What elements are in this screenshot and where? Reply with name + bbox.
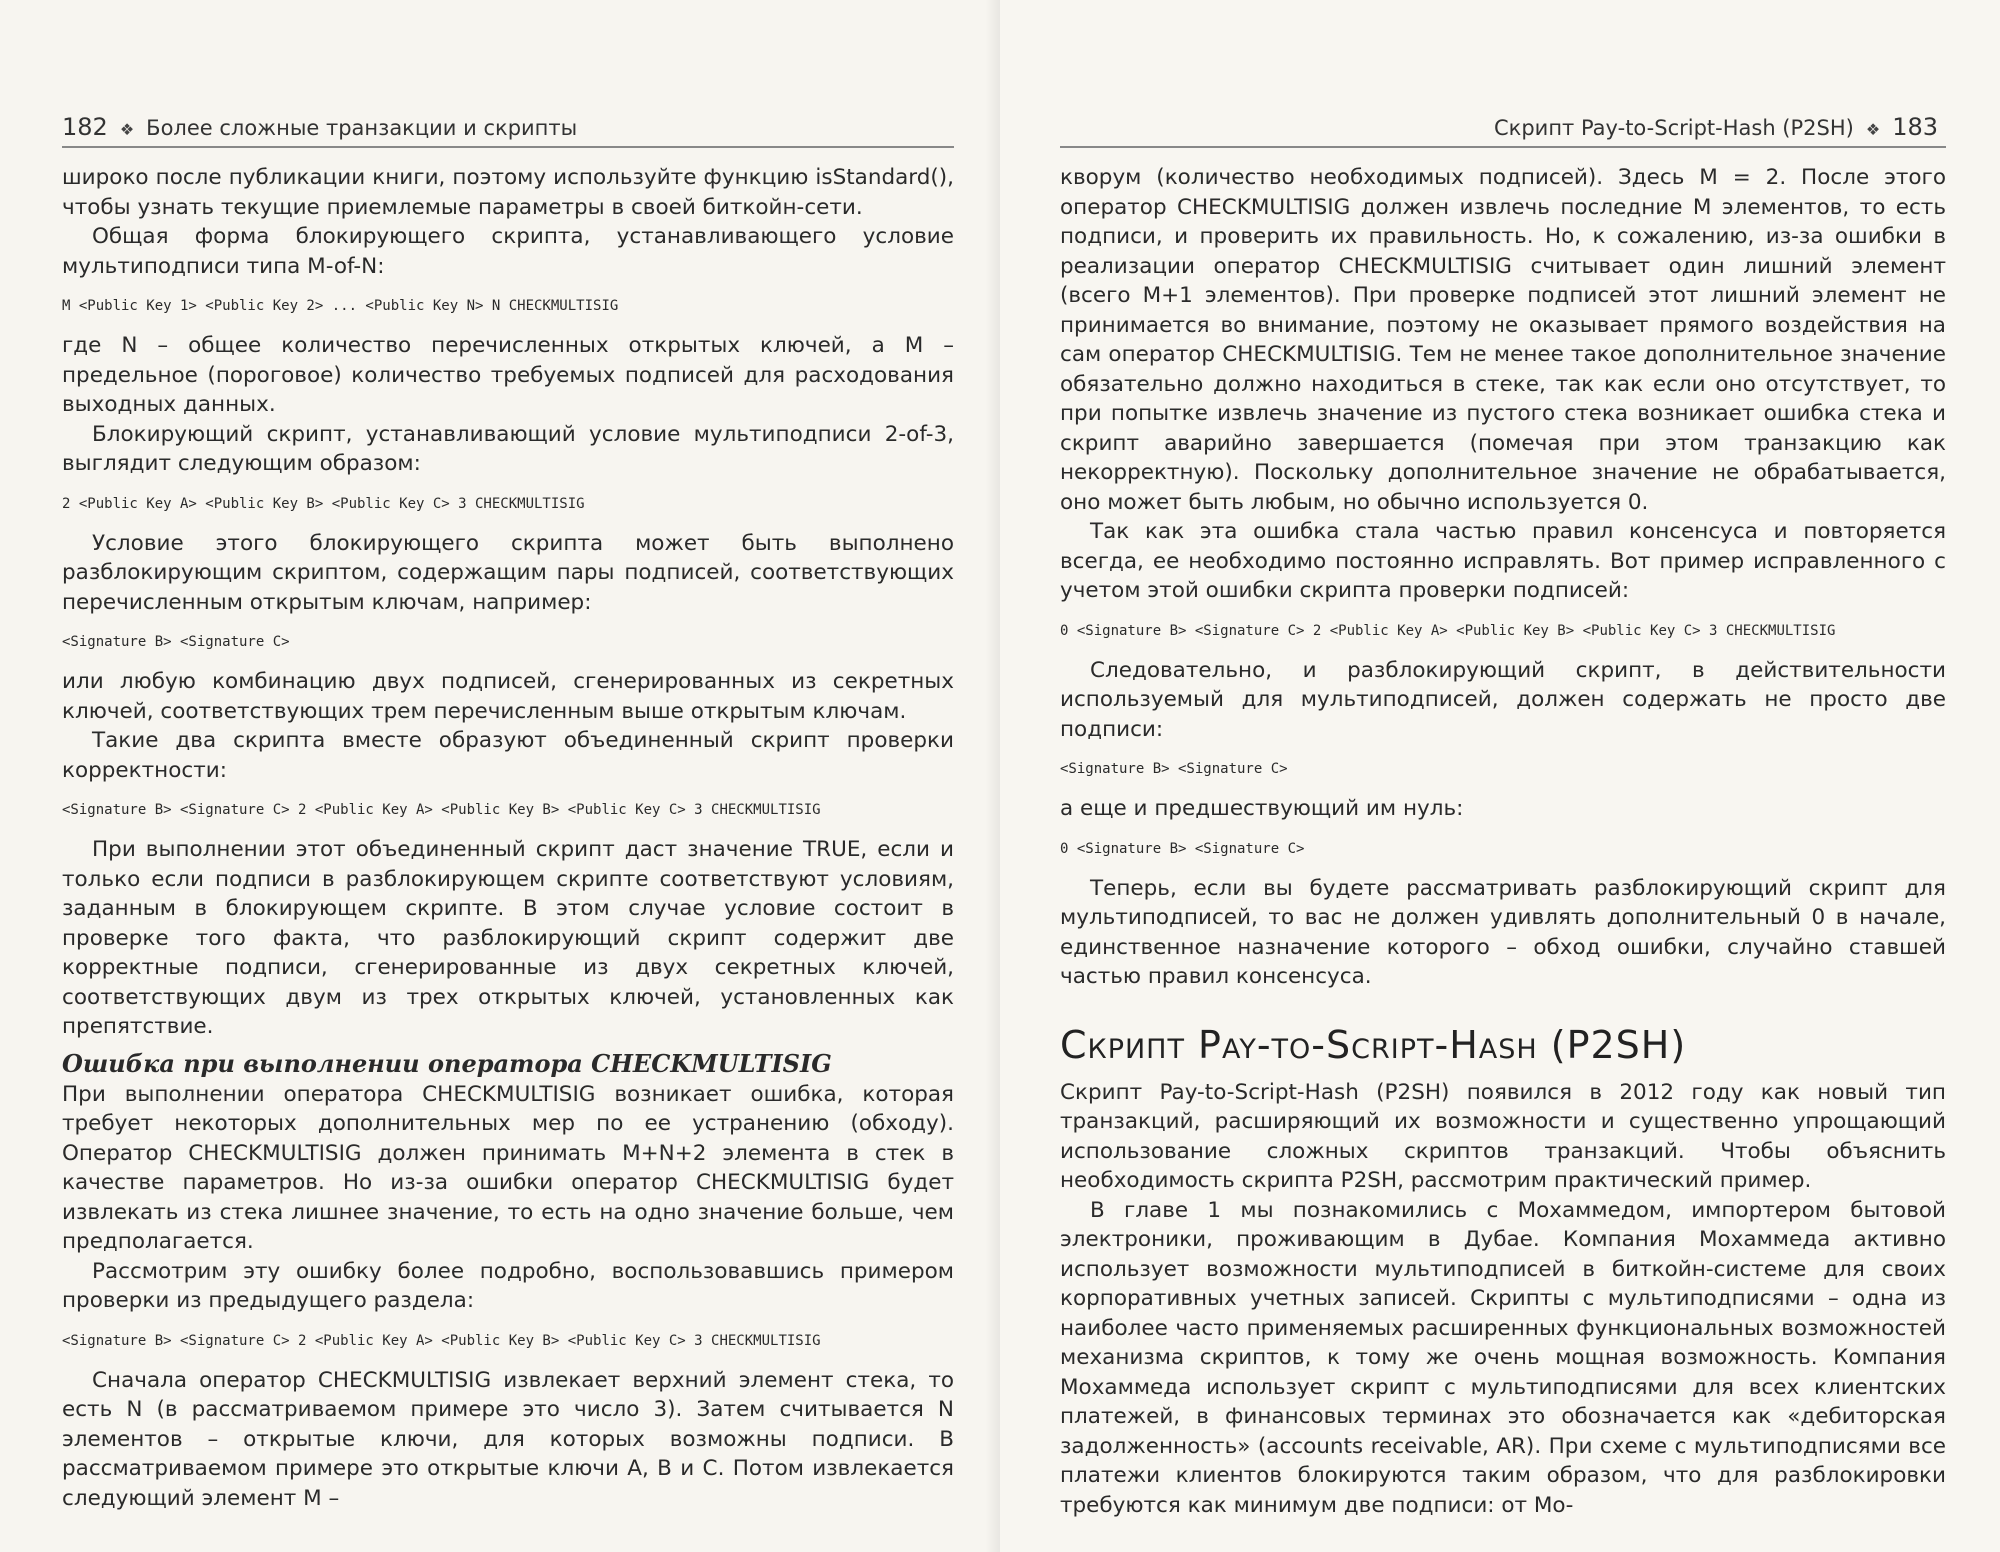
paragraph: Такие два скрипта вместе образуют объединенный скрипт проверки корректности: bbox=[62, 728, 954, 783]
separator-icon: ❖ bbox=[1865, 120, 1881, 139]
page-number: 182 bbox=[62, 113, 108, 141]
paragraph: кворум (количество необходимых подписей). Здесь M = 2. После этого оператор CHECKMULTISIG должен извлечь последние M элементов, то есть подписи, и проверить их правильность. Но, к сожалению, из-за ошибки в реализации оператор CHECKMULTISIG считывает один лишний элемент (всего M+1 элементов). При проверке подписей этот лишний элемент не принимается во внимание, поэтому не оказывает прямого воздействия на сам оператор CHECKMULTISIG. Тем не менее такое дополнительное значение обязательно должно находиться в стеке, так как если оно отсутствует, то при попытке извлечь значение из пустого стека возникает ошибка стека и скрипт аварийно завершается (помечая при этом транзакцию как некорректную). Поскольку дополнительное значение не обрабатывается, оно может быть любым, но обычно используется 0. bbox=[1060, 165, 1946, 515]
paragraph: Общая форма блокирующего скрипта, устанавливающего условие мультиподписи типа M-of-N: bbox=[62, 224, 954, 279]
code-line: M <Public Key 1> <Public Key 2> ... <Public Key N> N CHECKMULTISIG bbox=[62, 298, 619, 314]
code-line: <Signature B> <Signature C> bbox=[62, 634, 290, 650]
paragraph: где N – общее количество перечисленных открытых ключей, а M – предельное (пороговое) количество требуемых подписей для расходования выходных данных. bbox=[62, 333, 954, 417]
left-page-header bbox=[62, 113, 577, 141]
paragraph: Скрипт Pay-to-Script-Hash (P2SH) появился в 2012 году как новый тип транзакций, расширяющий их возможности и существенно упрощающий использование сложных скриптов транзакций. Чтобы объяснить необходимость скрипта P2SH, рассмотрим практический пример. bbox=[1060, 1079, 1946, 1193]
separator-icon: ❖ bbox=[119, 120, 135, 139]
code-line: <Signature B> <Signature C> 2 <Public Key A> <Public Key B> <Public Key C> 3 CHECKMULTISIG bbox=[62, 1332, 821, 1349]
paragraph: Рассмотрим эту ошибку более подробно, воспользовавшись примером проверки из предыдущего раздела: bbox=[62, 1258, 954, 1313]
right-page bbox=[1000, 0, 2000, 1552]
running-title: Более сложные транзакции и скрипты bbox=[146, 116, 578, 140]
paragraph: Теперь, если вы будете рассматривать разблокирующий скрипт для мультиподписей, то вас не должен удивлять дополнительный 0 в начале, единственное назначение которого – обход ошибки, случайно ставшей частью правил консенсуса. bbox=[1060, 875, 1946, 989]
code-line: 2 <Public Key A> <Public Key B> <Public Key C> 3 CHECKMULTISIG bbox=[62, 495, 585, 512]
paragraph: Так как эта ошибка стала частью правил консенсуса и повторяется всегда, ее необходимо постоянно исправлять. Вот пример исправленного с учетом этой ошибки скрипта проверки подписей: bbox=[1060, 519, 1946, 603]
right-page-header bbox=[1494, 113, 1938, 141]
paragraph: а еще и предшествующий им нуль: bbox=[1060, 796, 1464, 821]
paragraph: Сначала оператор CHECKMULTISIG извлекает верхний элемент стека, то есть N (в рассматриваемом примере это число 3). Затем считывается N элементов – открытые ключи, для которых возможны подписи. В рассматриваемом примере это открытые ключи A, B и C. Потом извлекается следующий элемент M – bbox=[62, 1367, 954, 1511]
paragraph: Блокирующий скрипт, устанавливающий условие мультиподписи 2-of-3, выглядит следующим образом: bbox=[62, 421, 954, 476]
paragraph: Следовательно, и разблокирующий скрипт, в действительности используемый для мультиподписей, должен содержать не просто две подписи: bbox=[1060, 657, 1946, 742]
running-title: Скрипт Pay-to-Script-Hash (P2SH) bbox=[1494, 116, 1854, 140]
right-page-body bbox=[1060, 163, 1946, 1520]
code-line: <Signature B> <Signature C> bbox=[1060, 761, 1288, 777]
paragraph: или любую комбинацию двух подписей, сгенерированных из секретных ключей, соответствующих трем перечисленным выше открытым ключам. bbox=[62, 669, 954, 724]
code-line: 0 <Signature B> <Signature C> bbox=[1060, 840, 1305, 857]
header-rule bbox=[1060, 146, 1946, 148]
code-line: <Signature B> <Signature C> 2 <Public Key A> <Public Key B> <Public Key C> 3 CHECKMULTISIG bbox=[62, 802, 821, 818]
page-number: 183 bbox=[1892, 113, 1938, 141]
paragraph: При выполнении этот объединенный скрипт даст значение TRUE, если и только если подписи в разблокирующем скрипте соответствуют условиям, заданным в блокирующем скрипте. В этом случае условие состоит в проверке того факта, что разблокирующий скрипт содержит две корректные подписи, сгенерированные из двух секретных ключей, соответствующих двум из трех открытых ключей, установленных как препятствие. bbox=[62, 837, 954, 1039]
subsection-heading: Ошибка при выполнении оператора CHECKMULTISIG bbox=[62, 1048, 832, 1078]
left-page-body bbox=[62, 163, 954, 1513]
paragraph: В главе 1 мы познакомились с Мохаммедом, импортером бытовой электроники, проживающим в Дубае. Компания Мохаммеда активно использует возможности мультиподписей в биткойн-системе для своих корпоративных учетных записей. Скрипты с мультиподписями – одна из наиболее часто применяемых расширенных функциональных возможностей механизма скриптов, к тому же очень мощная возможность. Компания Мохаммеда использует скрипт с мультиподписями для всех клиентских платежей, в финансовых терминах это обозначается как «дебиторская задолженность» (accounts receivable, AR). При схеме с мультиподписями все платежи клиентов блокируются таким образом, что для разблокировки требуются как минимум две подписи: от Мо- bbox=[1060, 1197, 1946, 1518]
paragraph: Условие этого блокирующего скрипта может быть выполнено разблокирующим скриптом, содержащим пары подписей, соответствующих перечисленным открытым ключам, например: bbox=[62, 530, 954, 615]
paragraph: При выполнении оператора CHECKMULTISIG возникает ошибка, которая требует некоторых дополнительных мер по ее устранению (обходу). Оператор CHECKMULTISIG должен принимать M+N+2 элемента в стек в качестве параметров. Но из-за ошибки оператор CHECKMULTISIG будет извлекать из стека лишнее значение, то есть на одно значение больше, чем предполагается. bbox=[62, 1081, 954, 1254]
header-rule bbox=[62, 146, 954, 148]
section-heading: Скрипт Pay-to-Script-Hash (P2SH) bbox=[1060, 1022, 1687, 1067]
code-line: 0 <Signature B> <Signature C> 2 <Public Key A> <Public Key B> <Public Key C> 3 CHECKMULTISIG bbox=[1060, 622, 1836, 639]
paragraph: широко после публикации книги, поэтому используйте функцию isStandard(), чтобы узнать текущие приемлемые параметры в своей биткойн-сети. bbox=[62, 165, 954, 220]
